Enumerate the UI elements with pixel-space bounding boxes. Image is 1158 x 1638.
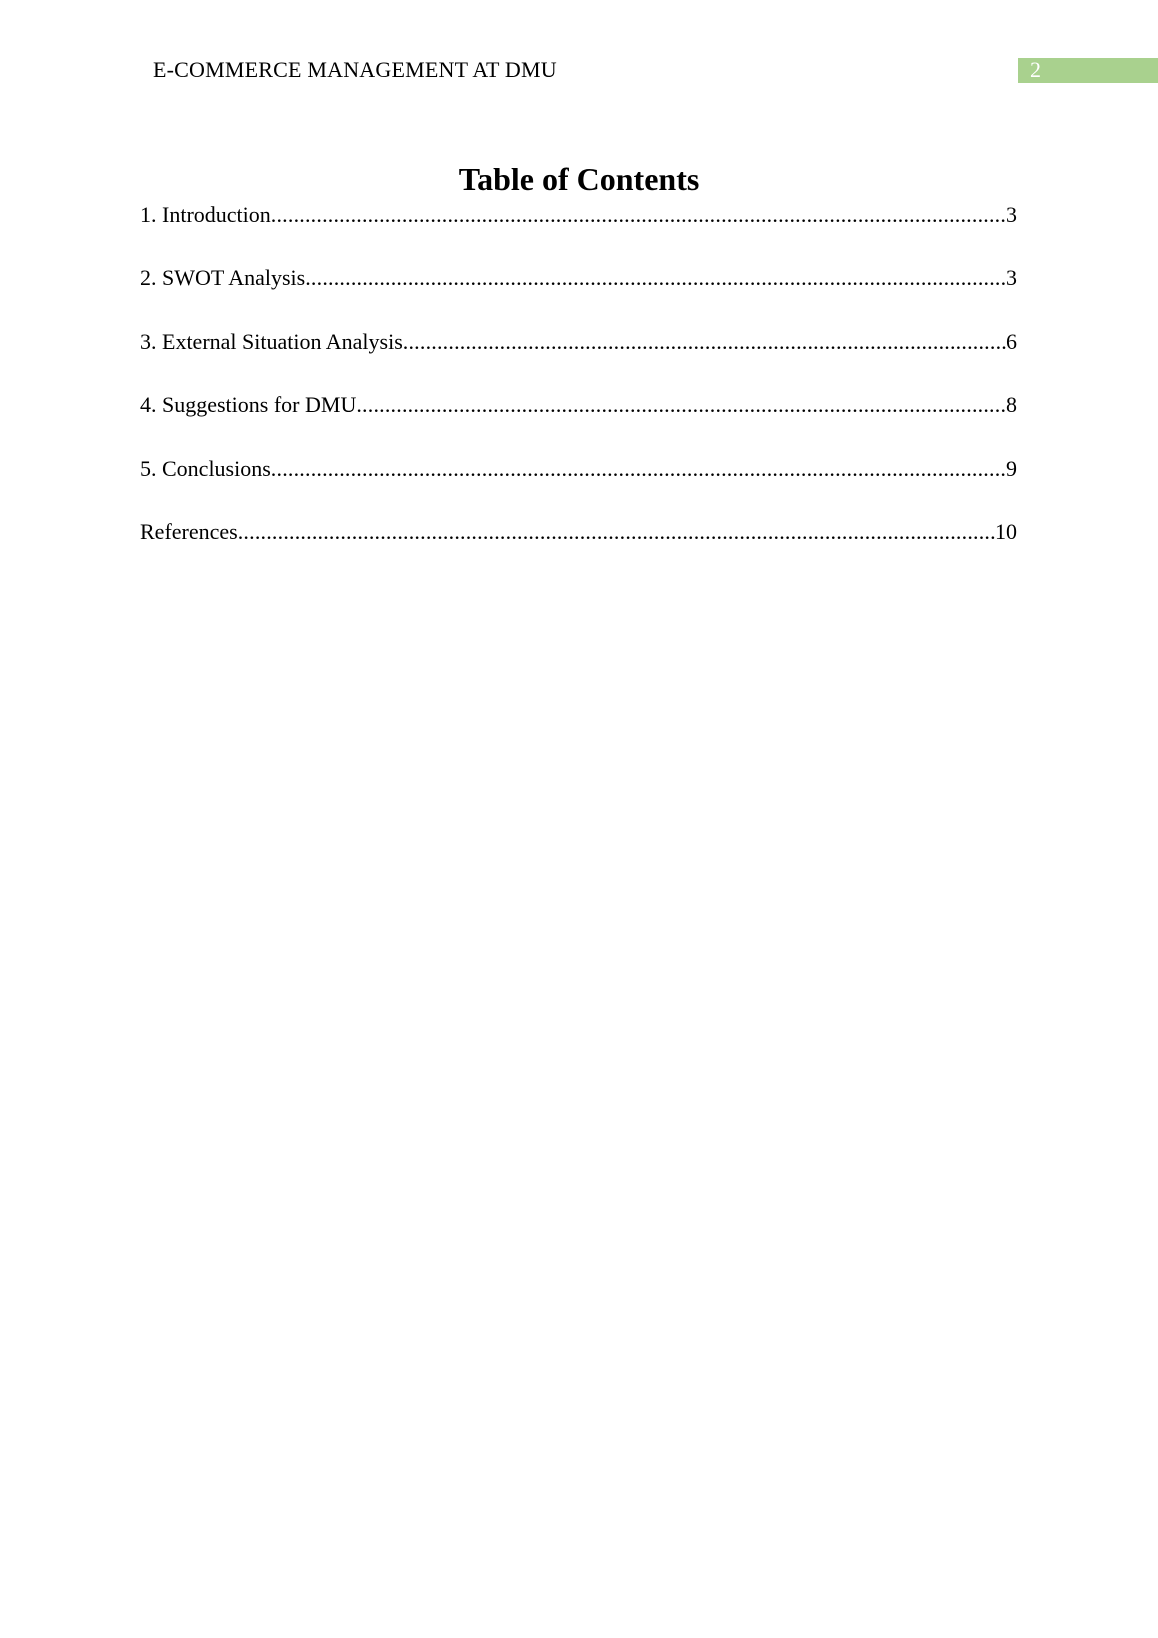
toc-entry-page: 6 bbox=[1006, 328, 1017, 354]
toc-dot-leader bbox=[271, 455, 1006, 483]
toc-entry-suggestions-for-dmu[interactable] bbox=[140, 391, 1017, 454]
toc-entry-label: 5. Conclusions bbox=[140, 455, 271, 481]
toc-entry-page: 10 bbox=[995, 518, 1017, 544]
toc-title: Table of Contents bbox=[458, 161, 700, 197]
toc-entry-label: References bbox=[140, 518, 238, 544]
toc-entry-label: 4. Suggestions for DMU bbox=[140, 392, 357, 418]
toc-entry-swot-analysis[interactable] bbox=[140, 264, 1017, 327]
toc-entry-page: 8 bbox=[1006, 392, 1017, 418]
toc-entry-external-situation-analysis[interactable] bbox=[140, 328, 1017, 391]
toc-dot-leader bbox=[356, 391, 1006, 419]
table-of-contents bbox=[140, 201, 1017, 581]
toc-dot-leader bbox=[305, 264, 1006, 292]
toc-entry-conclusions[interactable] bbox=[140, 455, 1017, 518]
toc-entry-page: 3 bbox=[1006, 202, 1017, 227]
page-number: 2 bbox=[1030, 57, 1041, 82]
toc-dot-leader bbox=[238, 518, 995, 546]
toc-dot-leader bbox=[403, 328, 1006, 356]
toc-entry-introduction[interactable] bbox=[140, 201, 1017, 264]
toc-entry-label: 2. SWOT Analysis bbox=[140, 265, 306, 291]
page-number-badge bbox=[1018, 58, 1158, 83]
running-header: E-COMMERCE MANAGEMENT AT DMU bbox=[153, 57, 557, 82]
toc-entry-references[interactable] bbox=[140, 518, 1017, 581]
toc-entry-page: 3 bbox=[1006, 265, 1017, 291]
toc-dot-leader bbox=[271, 201, 1006, 229]
toc-entry-page: 9 bbox=[1006, 455, 1017, 481]
toc-entry-label: 3. External Situation Analysis bbox=[140, 328, 403, 354]
toc-entry-label: 1. Introduction bbox=[140, 202, 271, 227]
